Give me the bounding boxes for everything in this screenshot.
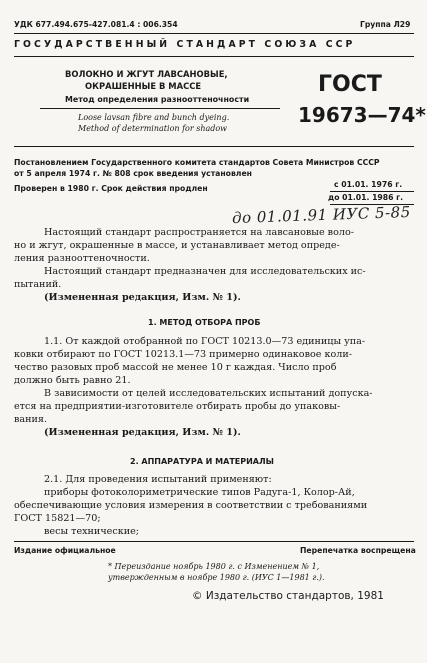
section1-revision: (Измененная редакция, Изм. № 1). [44, 427, 241, 438]
section2-p1-line-4: ГОСТ 15821—70; [14, 513, 101, 524]
title-en-line-1: Loose lavsan fibre and bunch dyeing. [78, 113, 230, 122]
date-to: до 01.01. 1986 г. [328, 193, 404, 202]
section1-heading: 1. МЕТОД ОТБОРА ПРОБ [148, 318, 261, 327]
section1-p2-line-1: В зависимости от целей исследовательских испытаний допуска- [44, 388, 373, 399]
decree-line-1: Постановлением Государственного комитета стандартов Совета Министров СССР [14, 158, 380, 167]
section1-p2-line-3: вания. [14, 414, 48, 425]
section2-p1-line-2: приборы фотоколориметрические типов Радуга-1, Колор-Ай, [44, 487, 355, 498]
section2-p1-line-1: 2.1. Для проведения испытаний применяют: [44, 474, 272, 485]
edition-official: Издание официальное [14, 546, 116, 555]
intro-revision: (Измененная редакция, Изм. № 1). [44, 292, 241, 303]
udk-code: УДК 677.494.675-427.081.4 : 006.354 [14, 20, 178, 29]
title-rule [40, 108, 280, 109]
header-rule-bottom [14, 56, 414, 57]
section2-heading: 2. АППАРАТУРА И МАТЕРИАЛЫ [130, 457, 274, 466]
title-bottom-rule [14, 146, 414, 147]
decree-line-2: от 5 апреля 1974 г. № 808 срок введения установлен [14, 169, 252, 178]
section2-p1-line-5: весы технические; [44, 526, 140, 537]
state-standard-banner: ГОСУДАРСТВЕННЫЙ СТАНДАРТ СОЮЗА ССР [14, 39, 356, 50]
date-from: с 01.01. 1976 г. [334, 180, 403, 189]
footnote-line-1: * Переиздание ноябрь 1980 г. с Изменением № 1, [108, 562, 320, 571]
gost-number: 19673—74* [298, 103, 426, 127]
footer-rule [14, 541, 414, 542]
checked-extended: Проверен в 1980 г. Срок действия продлен [14, 184, 208, 193]
footnote-line-2: утвержденным в ноябре 1980 г. (ИУС 1—1981 г.). [108, 573, 325, 582]
copyright: © Издательство стандартов, 1981 [192, 590, 384, 602]
gost-label: ГОСТ [318, 72, 382, 97]
section1-p2-line-2: ется на предприятии-изготовителе отбирать пробы до упаковы- [14, 401, 341, 412]
title-line-2: ОКРАШЕННЫЕ В МАССЕ [85, 81, 202, 91]
group-code: Группа Л29 [360, 20, 411, 29]
section1-p1-line-3: чество разовых проб массой не менее 10 г каждая. Число проб [14, 362, 337, 373]
title-method-ru: Метод определения разнооттеночности [65, 95, 250, 104]
section1-p1-line-2: ковки отбирают по ГОСТ 10213.1—73 примерно одинаковое коли- [14, 349, 352, 360]
intro-p2-line-2: пытаний. [14, 279, 62, 290]
intro-p1-line-3: ления разнооттеночности. [14, 253, 150, 264]
handwritten-extension-note: до 01.01.91 ИУС 5-85 [231, 202, 412, 228]
intro-p2-line-1: Настоящий стандарт предназначен для исследовательских ис- [44, 266, 366, 277]
date-from-rule [330, 191, 414, 192]
header-rule-top [14, 33, 414, 34]
title-line-1: ВОЛОКНО И ЖГУТ ЛАВСАНОВЫЕ, [65, 69, 228, 79]
section2-p1-line-3: обеспечивающие условия измерения в соответствии с требованиями [14, 500, 368, 511]
section1-p1-line-1: 1.1. От каждой отобранной по ГОСТ 10213.0—73 единицы упа- [44, 336, 366, 347]
reprint-prohibited: Перепечатка воспрещена [300, 546, 416, 555]
section1-p1-line-4: должно быть равно 21. [14, 375, 131, 386]
title-en-line-2: Method of determination for shadow [78, 124, 228, 133]
intro-p1-line-1: Настоящий стандарт распространяется на лавсановые воло- [44, 227, 354, 238]
intro-p1-line-2: но и жгут, окрашенные в массе, и устанавливает метод опреде- [14, 240, 340, 251]
